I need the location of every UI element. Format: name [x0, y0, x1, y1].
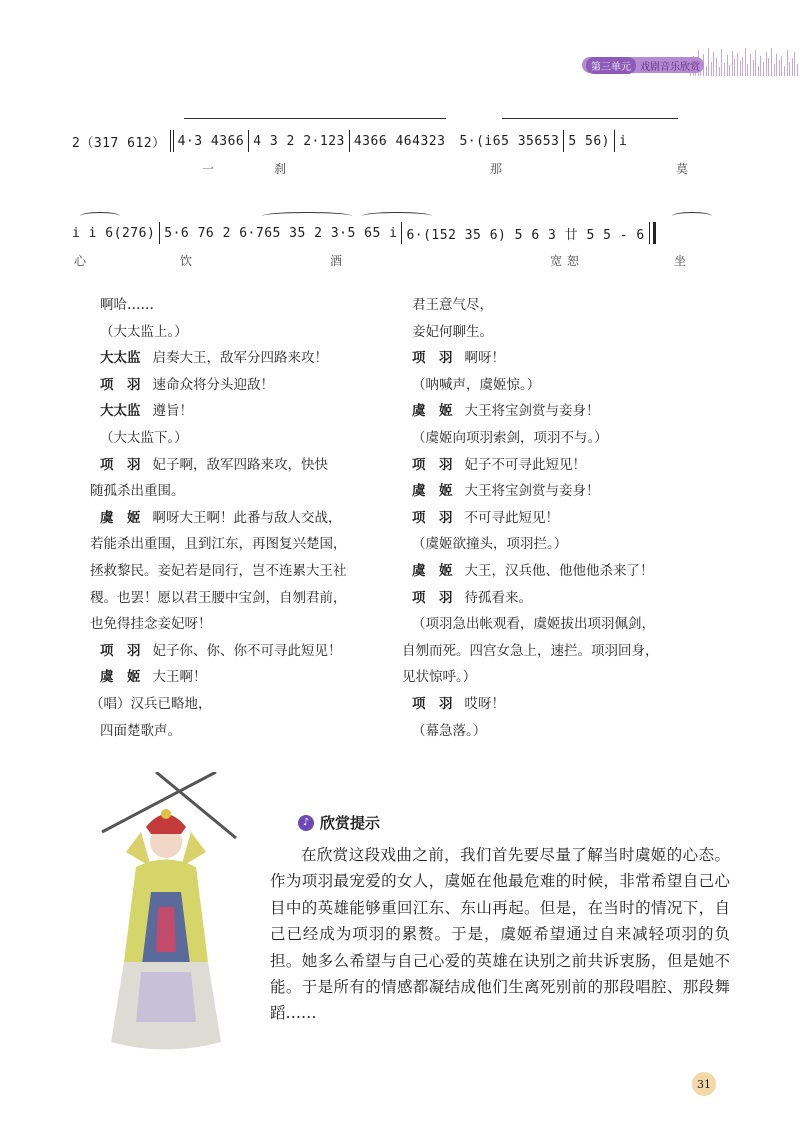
lyric: 坐 [674, 254, 687, 268]
script-line [412, 691, 722, 718]
line-text: （大太监下。） [100, 429, 188, 446]
unit-header [582, 57, 704, 73]
line-text: 妃子不可寻此短见！ [464, 456, 586, 473]
appreciation-body: 在欣赏这段戏曲之前，我们首先要尽量了解当时虞姬的心态。作为项羽最宠爱的女人，虞姬在他最危难的时候，非常希望自己心目中的英雄能够重回江东、东山再起。但是，在当时的情况下，自己已经成为项羽的累赘。于是，虞姬希望通过自来减轻项羽的负担。她多么希望与自己心爱的英雄在诀别之前共诉衷肠，但是她不能。于是所有的情感都凝结成他们生离死别前的那段唱腔、那段舞蹈…… [270, 846, 730, 1023]
speaker-name: 项 羽 [100, 456, 141, 473]
speaker-name: 虞 姬 [412, 562, 453, 579]
lyric: 饮 [180, 254, 193, 268]
line-text: 见状惊呼。） [402, 669, 477, 686]
notation-segment: 4·3 4366 [177, 133, 245, 149]
opera-performer-image [96, 772, 246, 1057]
line-text: 大王将宝剑赏与妾身！ [464, 483, 600, 500]
line-text: 待孤看来。 [464, 589, 532, 606]
notation-segment: i [619, 133, 628, 149]
script-line [100, 664, 390, 691]
line-text: 啊呀！ [464, 350, 505, 367]
appreciation-heading [298, 812, 380, 833]
line-text: （幕急落。） [412, 722, 487, 739]
lyric: 那 [490, 162, 503, 176]
script-line [412, 425, 722, 452]
line-text: 遵旨！ [152, 403, 193, 420]
script-line [412, 558, 722, 585]
line-text: （大太监上。） [100, 323, 188, 340]
speaker-name: 项 羽 [100, 376, 141, 393]
speaker-name: 虞 姬 [412, 483, 453, 500]
script-line [412, 505, 722, 532]
script-left-column [90, 292, 390, 744]
speaker-name: 项 羽 [412, 456, 453, 473]
script-line [412, 345, 722, 372]
line-text: （项羽急出帐观看，虞姬拔出项羽佩剑， [412, 616, 655, 633]
script-line [90, 691, 390, 718]
script-line [100, 452, 390, 479]
script-line [90, 558, 390, 585]
appreciation-title: 欣赏提示 [320, 814, 381, 832]
notation-segment: 5·6 76 2 6·765 35 2 3·5 65 i [164, 225, 398, 241]
script-line [90, 531, 390, 558]
notation-segment: 5·(i65 35653 [459, 133, 560, 149]
header-decor-bars [690, 46, 800, 76]
notation-segment: 4 3 2 2·123 [253, 133, 345, 149]
script-line [402, 638, 722, 665]
lyric: 一 [202, 162, 215, 176]
script-line [100, 319, 390, 346]
line-text: 若能杀出重围，且到江东，再图复兴楚国， [90, 536, 347, 553]
line-text: （呐喊声，虞姬惊。） [412, 376, 541, 393]
speaker-name: 项 羽 [412, 350, 453, 367]
unit-label: 第三单元 [586, 57, 636, 74]
beam-line [502, 118, 678, 119]
line-text: 速命众将分头迎敌！ [152, 376, 274, 393]
line-text: 随孤杀出重围。 [90, 483, 185, 500]
script-line [100, 292, 390, 319]
line-text: 哎呀！ [464, 695, 505, 712]
page-number: 31 [692, 1072, 716, 1096]
line-text: 大王将宝剑赏与妾身！ [464, 403, 600, 420]
lyric: 心 [74, 254, 87, 268]
script-line [412, 372, 722, 399]
lyric: 莫 [676, 162, 689, 176]
notation-segment: 4366 464323 [353, 133, 446, 149]
script-line [90, 585, 390, 612]
line-text: 自刎而死。四宫女急上，速拦。项羽回身， [402, 642, 659, 659]
lyric: 酒 [330, 254, 343, 268]
script-line [100, 718, 390, 745]
notation-segment: 5 56) [568, 133, 610, 149]
line-text: 不可寻此短见！ [464, 509, 559, 526]
script-line [412, 319, 722, 346]
script-line [412, 718, 722, 745]
line-text: 君王意气尽， [412, 297, 493, 313]
notation-line-1 [72, 130, 732, 176]
speaker-name: 项 羽 [100, 642, 141, 659]
script-line [412, 531, 722, 558]
script-line [412, 585, 722, 612]
script-line [412, 611, 722, 638]
speaker-name: 大太监 [100, 350, 141, 367]
line-text: 啊哈…… [100, 297, 154, 313]
unit-title: 戏剧音乐欣赏 [640, 61, 700, 73]
line-text: 大王，汉兵他、他他他杀来了！ [464, 562, 654, 579]
script-line [90, 478, 390, 505]
line-text: 拯救黎民。妾妃若是同行，岂不连累大王社 [90, 562, 347, 579]
script-line [412, 292, 722, 319]
script-line [100, 425, 390, 452]
speaker-name: 虞 姬 [412, 403, 453, 420]
speaker-name: 虞 姬 [100, 669, 141, 686]
line-text: 妃子你、你、你不可寻此短见！ [152, 642, 342, 659]
beam-line [184, 118, 446, 119]
music-note-icon: ♪ [298, 815, 314, 831]
speaker-name: 项 羽 [412, 509, 453, 526]
script-line [100, 638, 390, 665]
line-text: （虞姬向项羽索剑，项羽不与。） [412, 429, 608, 446]
line-text: 稷。也罢！愿以君王腰中宝剑，自刎君前， [90, 589, 347, 606]
script-line [402, 664, 722, 691]
lyric: 刹 [274, 162, 287, 176]
line-text: 四面楚歌声。 [100, 722, 181, 739]
script-line [412, 452, 722, 479]
line-text: （虞姬欲撞头，项羽拦。） [412, 536, 568, 553]
line-text: 妃子啊，敌军四路来攻，快快 [152, 456, 328, 473]
line-text: （唱）汉兵已略地， [90, 695, 212, 712]
line-text: 也免得挂念妾妃呀！ [90, 616, 212, 633]
script-line [100, 398, 390, 425]
speaker-name: 虞 姬 [100, 509, 141, 526]
speaker-name: 项 羽 [412, 695, 453, 712]
line-text: 启奏大王，敌军分四路来攻！ [152, 350, 328, 367]
script-line [90, 611, 390, 638]
line-text: 妾妃何聊生。 [412, 323, 493, 340]
script-line [100, 345, 390, 372]
script-right-column [402, 292, 722, 744]
notation-segment: 6·(152 35 6) 5 6 3 廿 5 5 - 6 [406, 227, 645, 243]
line-text: 啊呀大王啊！此番与敌人交战， [152, 509, 342, 526]
script-line [412, 398, 722, 425]
notation-segment: i i 6(276) [72, 225, 156, 241]
script-line [412, 478, 722, 505]
notation-line-2 [72, 222, 732, 268]
speaker-name: 项 羽 [412, 589, 453, 606]
line-text: 大王啊！ [152, 669, 207, 686]
speaker-name: 大太监 [100, 403, 141, 420]
script-line [100, 372, 390, 399]
script-line [100, 505, 390, 532]
lyric: 宽 恕 [550, 254, 580, 268]
notation-segment: 2（317 612） [72, 135, 166, 151]
